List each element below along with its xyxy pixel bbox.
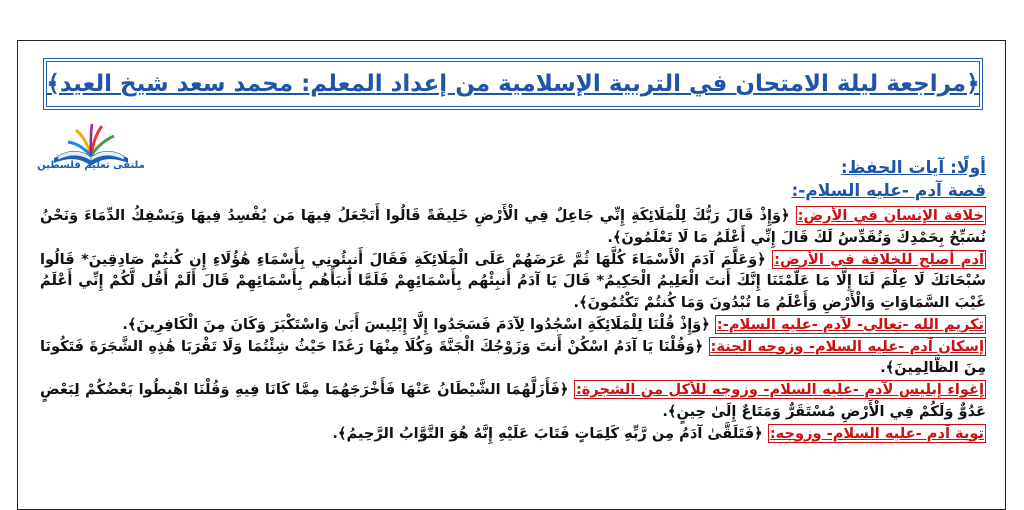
entry-label: تكريم الله -تعالى- لآدم -عليه السلام-: [716, 315, 984, 333]
entry-label: توبة آدم -عليه السلام- وزوجه: [769, 424, 984, 442]
entry-label: إغواء إبليس لآدم -عليه السلام- وزوجه للأكل من الشجرة: [575, 381, 984, 398]
entry-takreem [40, 314, 986, 336]
title-box [43, 58, 983, 110]
verses-content [40, 205, 986, 444]
entry-aslah [40, 249, 986, 314]
entry-label: خلافة الإنسان في الأرض: [797, 207, 984, 224]
entry-label: آدم أصلح للخلافة في الأرض: [774, 250, 984, 268]
entry-text: ﴿وَإِذْ قُلْنَا لِلْمَلَائِكَةِ اسْجُدُوا لِآدَمَ فَسَجَدُوا إِلَّا إِبْلِيسَ أَبَىٰ وَاسْتَكْبَرَ وَكَانَ مِنَ الْكَافِرِينَ﴾. [122, 315, 715, 333]
entry-khilafa [40, 205, 986, 248]
logo-caption: ملتقى تعليم فلسطين [37, 160, 145, 171]
section-heading: أولًا: آيات الحفظ: [840, 158, 986, 178]
entry-text: ﴿فَتَلَقَّىٰ آدَمُ مِن رَّبِّهِ كَلِمَاتٍ فَتَابَ عَلَيْهِ إِنَّهُ هُوَ التَّوَّابُ الرَّحِيمُ﴾. [332, 424, 768, 442]
entry-text: ﴿وَإِذْ قَالَ رَبُّكَ لِلْمَلَائِكَةِ إِنِّي جَاعِلٌ فِي الْأَرْضِ خَلِيفَةً قَالُوا أَتَجْعَلُ فِيهَا مَن يُفْسِدُ فِيهَا وَيَسْفِكُ الدِّمَاءَ وَنَحْنُ نُسَبِّحُ بِحَمْدِكَ وَنُقَدِّسُ لَكَ قَالَ إِنِّي أَعْلَمُ مَا لَا تَعْلَمُونَ﴾. [40, 207, 986, 246]
page-title: ﴿مراجعة ليلة الامتحان في التربية الإسلامية من إعداد المعلم: محمد سعد شيخ العيد﴾ [46, 71, 980, 97]
story-heading: قصة آدم -عليه السلام-: [791, 181, 986, 201]
entry-text: ﴿وَقُلْنَا يَا آدَمُ اسْكُنْ أَنتَ وَزَوْجُكَ الْجَنَّةَ وَكُلَا مِنْهَا رَغَدًا حَيْثُ شِئْتُمَا وَلَا تَقْرَبَا هَٰذِهِ الشَّجَرَةَ فَتَكُونَا مِنَ الظَّالِمِينَ﴾. [40, 337, 986, 376]
entry-iskan [40, 336, 986, 379]
entry-text: ﴿فَأَزَلَّهُمَا الشَّيْطَانُ عَنْهَا فَأَخْرَجَهُمَا مِمَّا كَانَا فِيهِ وَقُلْنَا اهْبِطُوا بَعْضُكُمْ لِبَعْضٍ عَدُوٌّ وَلَكُمْ فِي الْأَرْضِ مُسْتَقَرٌّ وَمَتَاعٌ إِلَىٰ حِينٍ﴾. [40, 381, 986, 420]
entry-label: إسكان آدم -عليه السلام- وزوجه الجنة: [710, 337, 984, 355]
entry-ighwaa [40, 379, 986, 422]
entry-tawba [40, 423, 986, 445]
entry-text: ﴿وَعَلَّمَ آدَمَ الْأَسْمَاءَ كُلَّهَا ثُمَّ عَرَضَهُمْ عَلَى الْمَلَائِكَةِ فَقَالَ أَنبِئُونِي بِأَسْمَاءِ هَٰؤُلَاءِ إِن كُنتُمْ صَادِقِينَ* قَالُوا سُبْحَانَكَ لَا عِلْمَ لَنَا إِلَّا مَا عَلَّمْتَنَا إِنَّكَ أَنتَ الْعَلِيمُ الْحَكِيمُ* قَالَ يَا آدَمُ أَنبِئْهُم بِأَسْمَائِهِمْ فَلَمَّا أَنبَأَهُم بِأَسْمَائِهِمْ قَالَ أَلَمْ أَقُل لَّكُمْ إِنِّي أَعْلَمُ غَيْبَ السَّمَاوَاتِ وَالْأَرْضِ وَأَعْلَمُ مَا تُبْدُونَ وَمَا كُنتُمْ تَكْتُمُونَ﴾. [40, 250, 986, 311]
